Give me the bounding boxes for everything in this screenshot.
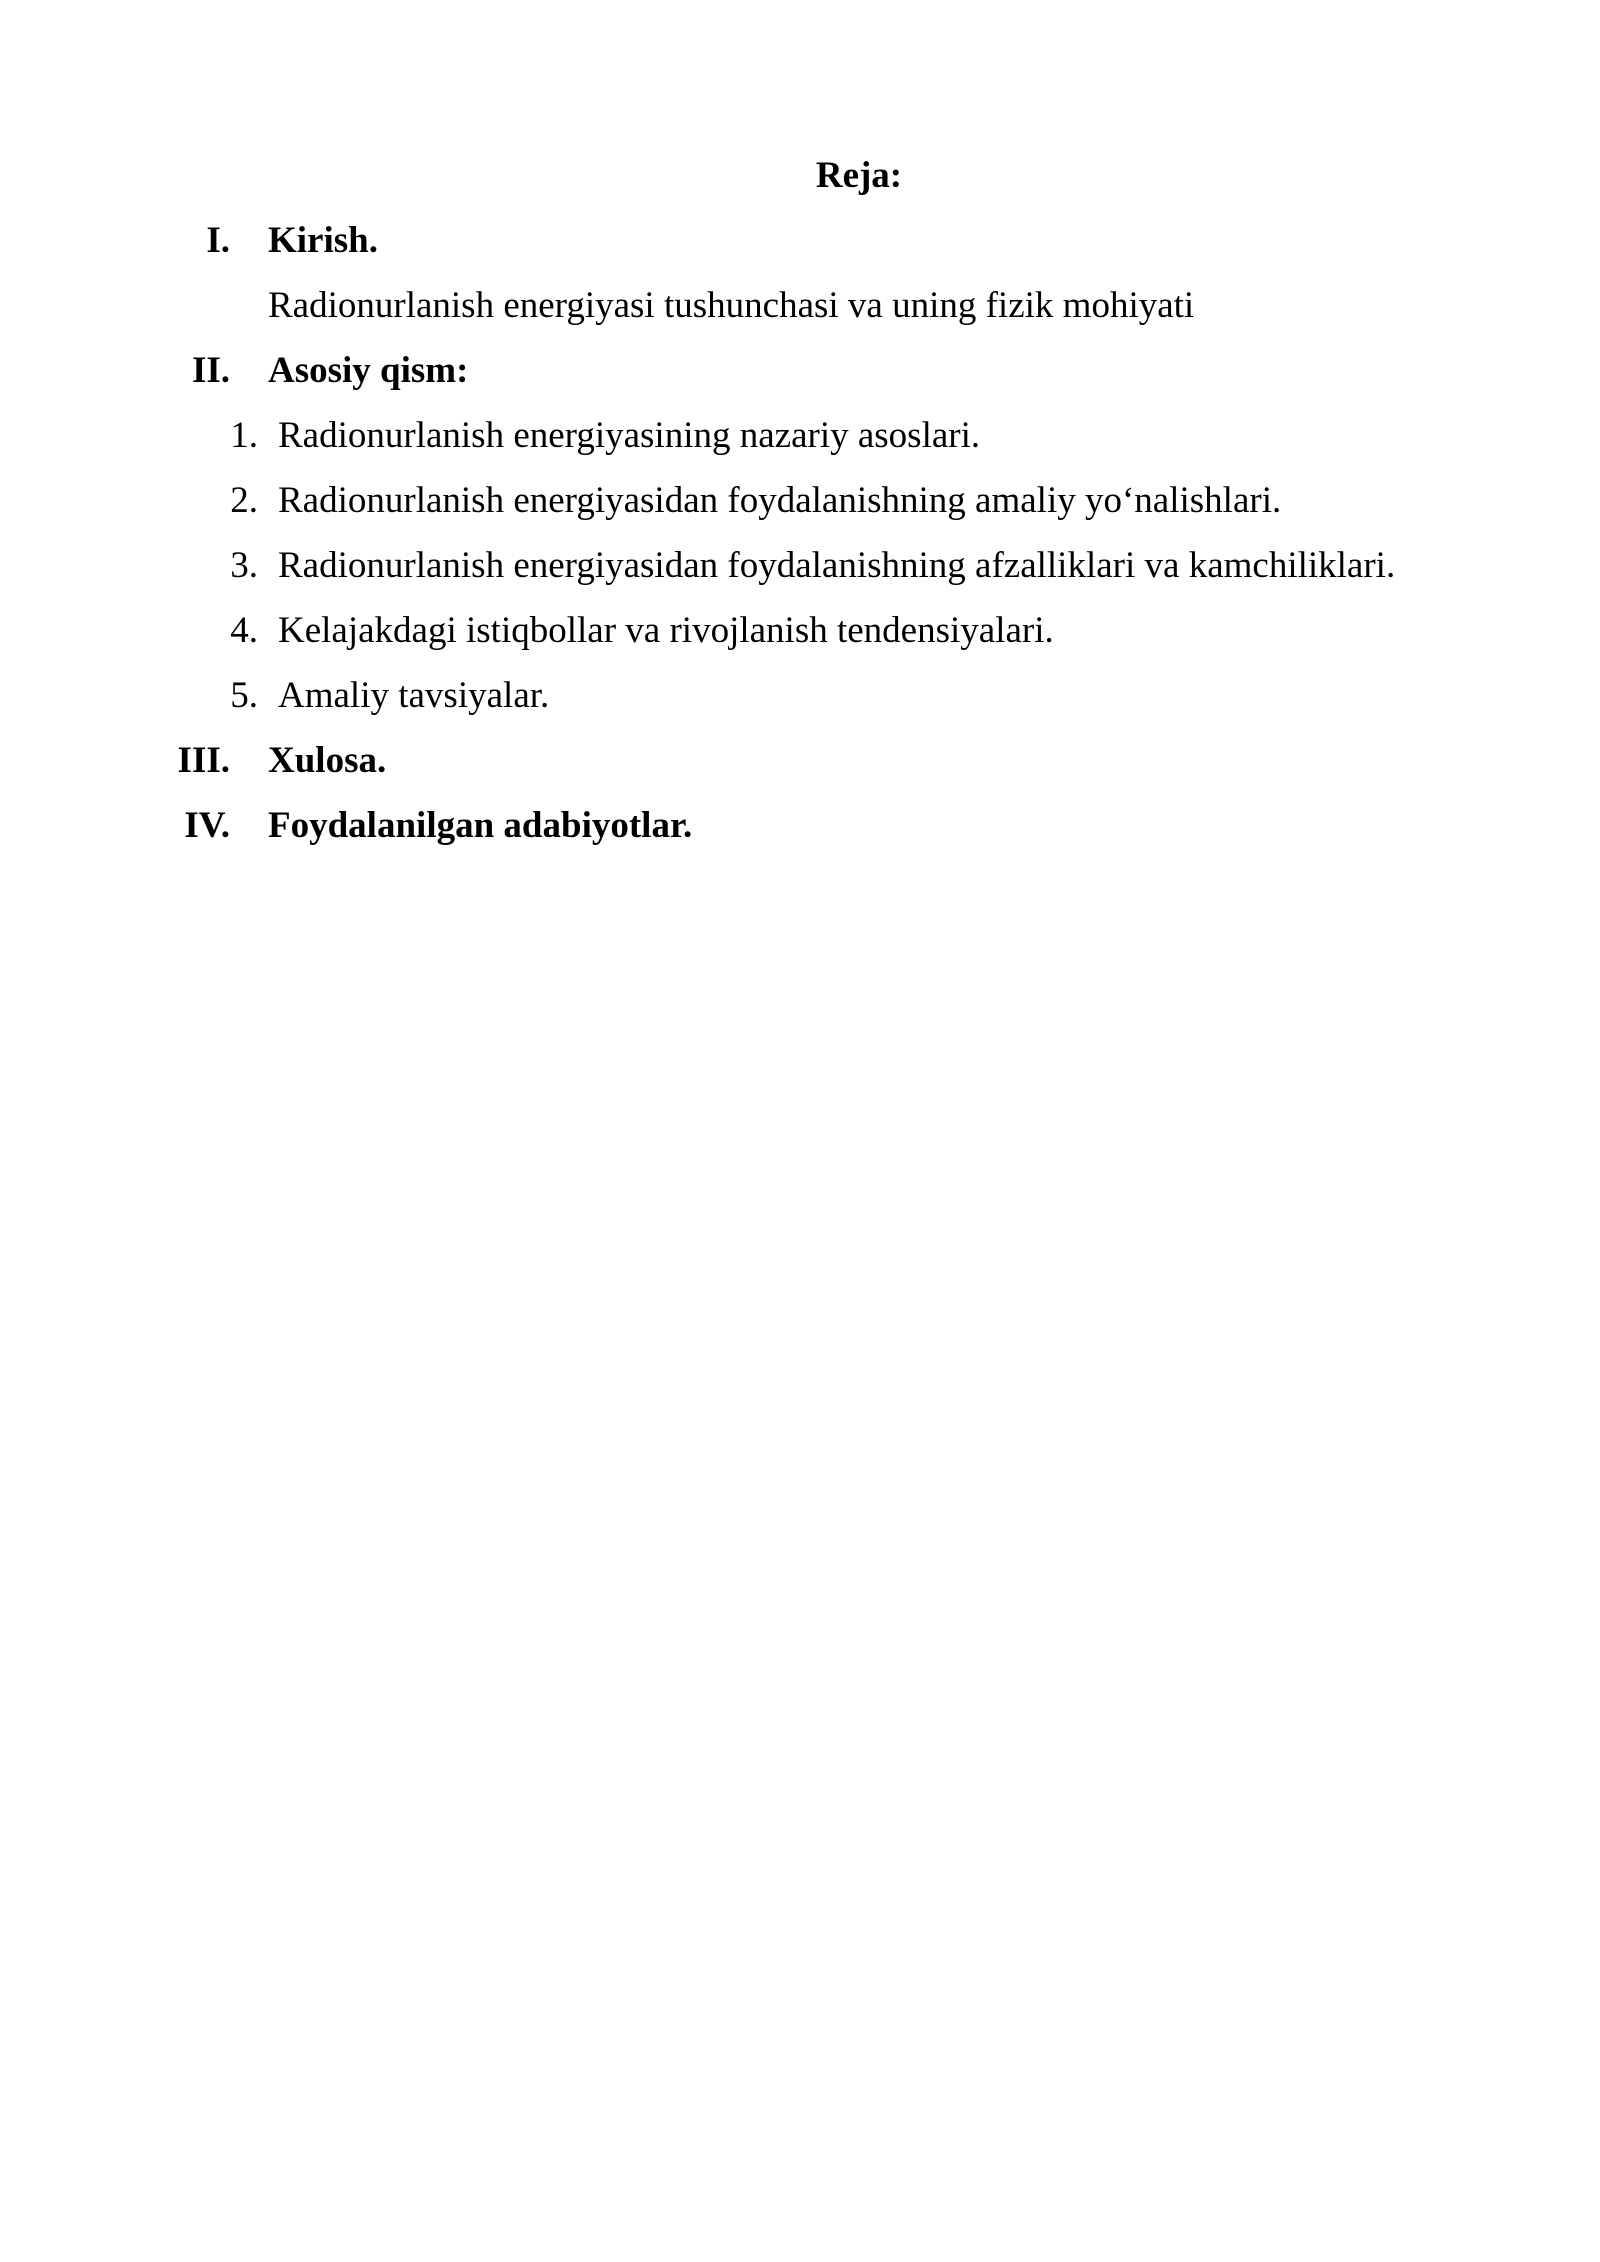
- intro-text: Radionurlanish energiyasi tushunchasi va uning fizik mohiyati: [268, 285, 1195, 326]
- section-heading-3: Xulosa.: [268, 740, 387, 781]
- list-item-number: 1.: [230, 415, 258, 456]
- list-item-number: 3.: [230, 545, 258, 586]
- list-item-number: 5.: [230, 675, 258, 716]
- section-heading-2: Asosiy qism:: [268, 350, 469, 391]
- list-item-text: Radionurlanish energiyasidan foydalanishning afzalliklari va kamchiliklari.: [278, 545, 1396, 586]
- section-heading-1: Kirish.: [268, 220, 378, 261]
- section-numeral-4: IV.: [184, 805, 230, 846]
- list-item-number: 4.: [230, 610, 258, 651]
- section-numeral-1: I.: [206, 220, 230, 261]
- section-heading-4: Foydalanilgan adabiyotlar.: [268, 805, 693, 846]
- list-item-number: 2.: [230, 480, 258, 521]
- list-item-text: Radionurlanish energiyasidan foydalanishning amaliy yo‘nalishlari.: [278, 480, 1282, 521]
- list-item-text: Amaliy tavsiyalar.: [278, 675, 550, 716]
- page-title: Reja:: [815, 155, 903, 196]
- section-numeral-2: II.: [191, 350, 230, 391]
- section-numeral-3: III.: [177, 740, 230, 781]
- list-item-text: Kelajakdagi istiqbollar va rivojlanish tendensiyalari.: [278, 610, 1054, 651]
- list-item-text: Radionurlanish energiyasining nazariy asoslari.: [278, 415, 981, 456]
